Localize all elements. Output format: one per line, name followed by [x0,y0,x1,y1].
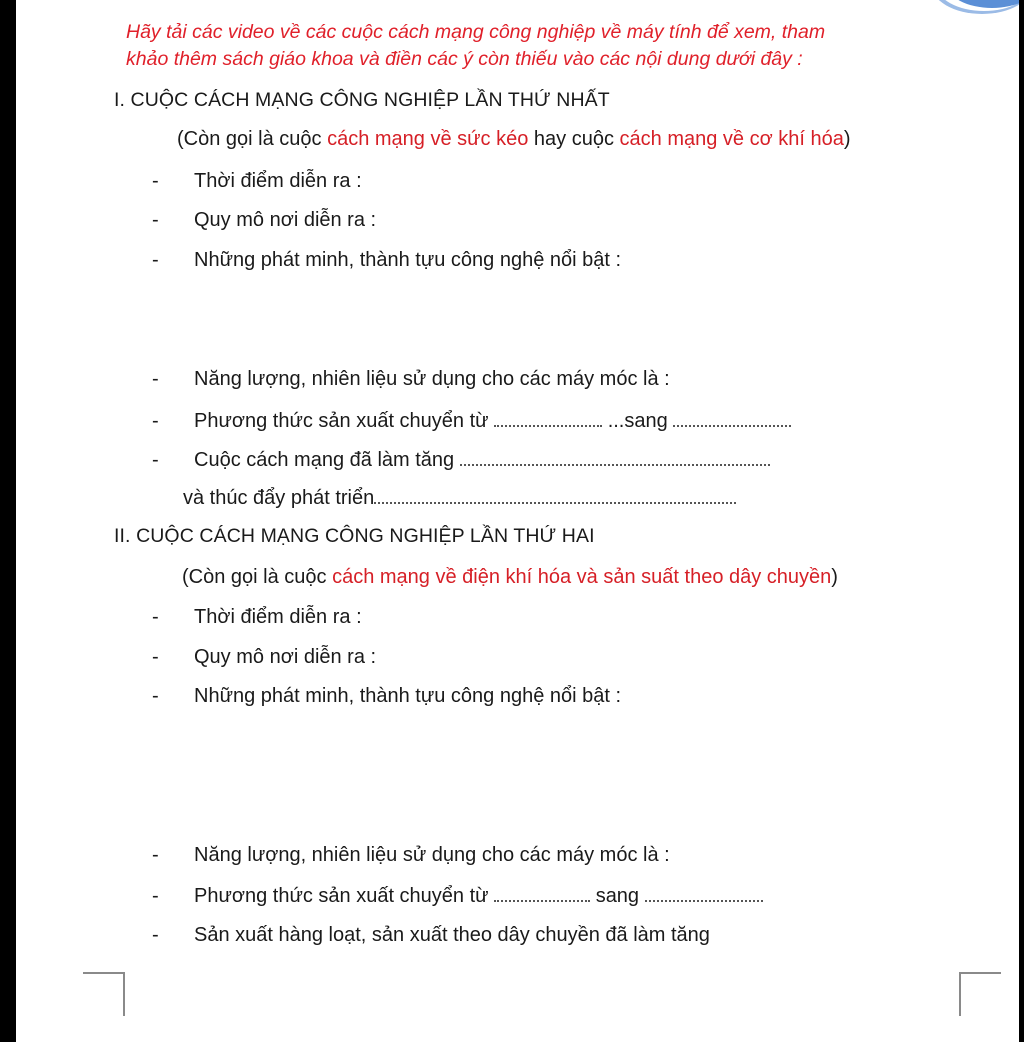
s2-item-energy-label: Năng lượng, nhiên liệu sử dụng cho các máy móc là : [194,844,670,866]
s1-item-energy-label: Năng lượng, nhiên liệu sử dụng cho các máy móc là : [194,368,670,390]
bullet-dash: - [152,209,159,231]
s2-item-time-label: Thời điểm diễn ra : [194,606,362,628]
bullet-dash: - [152,885,159,907]
section1-subtitle-prefix: (Còn gọi là cuộc [177,128,328,150]
s1-item-time [152,169,362,193]
s2-item-mass-production-label: Sản xuất hàng loạt, sản xuất theo dây chuyền đã làm tăng [194,924,710,946]
s1-sang-label: ...sang [607,410,668,432]
bullet-dash: - [152,685,159,707]
s2-item-scale-label: Quy mô nơi diễn ra : [194,646,377,668]
crop-mark-right [959,972,1001,1016]
crop-mark-left [83,972,125,1016]
section1-heading: I. CUỘC CÁCH MẠNG CÔNG NGHIỆP LẦN THỨ NHẤT [114,89,610,111]
s2-item-time [152,605,362,629]
s2-item-scale [152,645,376,669]
s1-item-scale-label: Quy mô nơi diễn ra : [194,209,377,231]
s1-item-production [152,407,791,433]
bullet-dash: - [152,449,159,471]
bullet-dash: - [152,249,159,271]
section2-heading: II. CUỘC CÁCH MẠNG CÔNG NGHIỆP LẦN THỨ HAI [114,525,595,547]
s1-item-time-label: Thời điểm diễn ra : [194,170,362,192]
s1-item-scale [152,208,376,232]
blank-promote[interactable] [374,484,736,504]
bullet-dash: - [152,170,159,192]
section2-subtitle-prefix: (Còn gọi là cuộc [182,566,333,588]
bullet-dash: - [152,368,159,390]
section1-subtitle-middle: hay cuộc [528,128,620,150]
s2-item-energy [152,843,670,867]
instruction-line-2: khảo thêm sách giáo khoa và điền các ý còn thiếu vào các nội dung dưới đây : [126,48,803,70]
section2-subtitle [182,565,838,589]
s2-item-production [152,882,763,908]
s1-item-inventions [152,248,621,272]
s2-item-inventions-label: Những phát minh, thành tựu công nghệ nổi bật : [194,685,622,707]
section2-subtitle-suffix: ) [831,566,838,588]
s2-item-inventions [152,684,621,708]
section1-subtitle-suffix: ) [843,128,851,150]
corner-decoration [947,0,1019,8]
instruction-line-1: Hãy tải các video về các cuộc cách mạng công nghiệp về máy tính để xem, tham [126,21,826,43]
s1-item-increase-label: Cuộc cách mạng đã làm tăng [194,449,455,471]
section1-subtitle-red-2: cách mạng về cơ khí hóa [619,128,844,150]
s2-item-production-label: Phương thức sản xuất chuyển từ [194,885,489,907]
s1-item-promote [183,484,736,510]
bullet-dash: - [152,844,159,866]
blank-from[interactable] [494,882,590,902]
s1-item-energy [152,367,670,391]
blank-to[interactable] [673,407,791,427]
bullet-dash: - [152,646,159,668]
document-page [16,0,1019,1042]
bullet-dash: - [152,410,159,432]
s2-sang-label: sang [595,885,640,907]
s1-item-increase [152,446,770,472]
section2-subtitle-red: cách mạng về điện khí hóa và sản suất theo dây chuyền [332,566,832,588]
s1-item-promote-label: và thúc đẩy phát triển [183,487,375,509]
blank-increase[interactable] [460,446,770,466]
blank-from[interactable] [494,407,602,427]
section1-subtitle [177,127,851,151]
s1-item-production-label: Phương thức sản xuất chuyển từ [194,410,489,432]
bullet-dash: - [152,606,159,628]
s2-item-mass-production [152,923,710,947]
bullet-dash: - [152,924,159,946]
section1-subtitle-red-1: cách mạng về sức kéo [327,128,529,150]
blank-to[interactable] [645,882,763,902]
s1-item-inventions-label: Những phát minh, thành tựu công nghệ nổi bật : [194,249,622,271]
